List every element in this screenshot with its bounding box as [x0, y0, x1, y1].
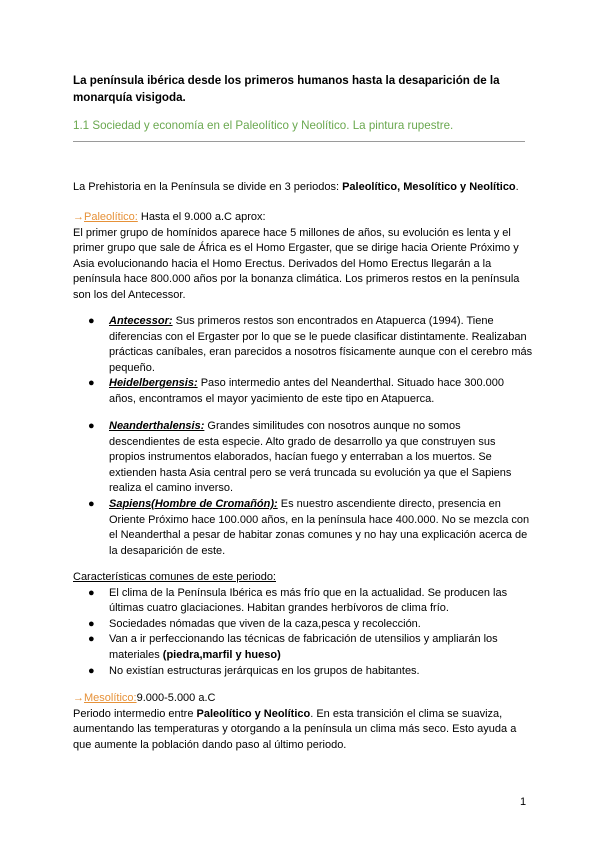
paleolitico-date: Hasta el 9.000 a.C aprox:: [137, 211, 266, 223]
arrow-icon: →: [73, 211, 84, 223]
bullet-icon: ●: [88, 664, 95, 677]
intro-text: La Prehistoria en la Península se divide en 3 periodos:: [73, 181, 343, 193]
common-item-text: Van a ir perfeccionando las técnicas de fabricación de utensilios y ampliarán los materiales: [109, 633, 498, 661]
common-item-text: No existían estructuras jerárquicas en los grupos de habitantes.: [109, 664, 420, 677]
species-list-1: [73, 314, 533, 408]
species-term: Neanderthalensis:: [109, 420, 205, 432]
mesolitico-text-end: . En esta transición el clima se suaviza, aumentando las temperaturas y otorgando a la península un clima más seco. Esto ayuda a que aumente la población dando paso al último periodo.: [73, 707, 517, 751]
mesolitico-label: Mesolítico:: [84, 692, 137, 704]
bullet-icon: ●: [88, 420, 95, 432]
list-item: [73, 664, 533, 680]
species-term: Antecessor:: [109, 315, 173, 327]
common-item-text: El clima de la Península Ibérica es más frío que en la actualidad. Se producen las últimas cuatro glaciaciones. Habitan grandes herbívoros de clima frío.: [109, 586, 508, 615]
intro-paragraph: [73, 180, 533, 196]
bullet-icon: ●: [88, 315, 95, 327]
species-text: Paso intermedio antes del Neanderthal. Situado hace 300.000 años, encontramos el mayor yacimiento de este tipo en Atapuerca.: [109, 377, 505, 405]
mesolitico-text-start: Periodo intermedio entre: [73, 707, 197, 720]
common-list: [73, 586, 533, 680]
species-text: Sus primeros restos son encontrados en Atapuerca (1994). Tiene diferencias con el Ergaster por lo que se le puede clasificar distintamente. Realizaban prácticas caníbales, eran parecidos a nosotros físicamente aunque con el cerebro más pequeño.: [109, 315, 533, 374]
bullet-icon: ●: [88, 617, 95, 630]
list-item: [73, 419, 533, 497]
mesolitico-date: 9.000-5.000 a.C: [136, 692, 216, 704]
species-text: Grandes similitudes con nosotros aunque no somos descendientes de esta especie. Alto grado de desarrollo ya que construyen sus propios instrumentos elaborados, hacían fuego y enterraban a los muertos. Se extienden hasta Asia central pero se verá truncada su evolución ya que el Sapiens realiza el camino inverso.: [109, 420, 512, 495]
list-item: [73, 617, 533, 633]
materials-bold: (piedra,marfil y hueso): [162, 648, 281, 661]
document-title: La península ibérica desde los primeros humanos hasta la desaparición de la monarquía visigoda.: [73, 74, 500, 104]
list-item: [73, 376, 533, 407]
paleolitico-heading: [73, 210, 533, 226]
bullet-icon: ●: [88, 497, 95, 510]
common-item-text: Sociedades nómadas que viven de la caza,pesca y recolección.: [109, 617, 421, 630]
species-term: Sapiens(Hombre de Cromañón):: [109, 497, 278, 510]
bullet-icon: ●: [88, 377, 95, 390]
mesolitico-bold: Paleolítico y Neolítico: [196, 707, 311, 720]
mesolitico-paragraph: [73, 707, 533, 754]
common-heading: Características comunes de este periodo:: [73, 571, 276, 583]
paleolitico-paragraph: El primer grupo de homínidos aparece hace 5 millones de años, su evolución es lenta y el primer grupo que sale de África es el Homo Ergaster, que se dirige hacia Oriente Próximo y Asia evolucionando hacia el Homo Erectus. Derivados del Homo Erectus llegarán a la península hace 800.000 años por la bonanza climática. Los primeros restos en la península son los del Antecessor.: [73, 226, 520, 301]
species-list-2: [73, 419, 533, 559]
list-item: [73, 632, 533, 663]
species-text: Es nuestro ascendiente directo, presencia en Oriente Próximo hace 100.000 años, en la península hace 400.000. No se mezcla con el Neanderthal a pesar de habitar zonas comunes y no hay una explicación acerca de la desaparición de este.: [109, 497, 530, 557]
intro-bold-periods: Paleolítico, Mesolítico y Neolítico: [342, 181, 516, 193]
list-item: [73, 314, 533, 376]
page-number: 1: [520, 796, 527, 808]
arrow-icon: →: [73, 692, 84, 704]
horizontal-rule: [73, 141, 525, 142]
list-item: [73, 497, 533, 559]
bullet-icon: ●: [88, 633, 95, 646]
intro-end: .: [515, 181, 519, 193]
list-item: [73, 586, 533, 617]
bullet-icon: ●: [88, 586, 95, 599]
mesolitico-heading: [73, 691, 533, 707]
section-subtitle: 1.1 Sociedad y economía en el Paleolítico y Neolítico. La pintura rupestre.: [73, 119, 454, 132]
species-term: Heidelbergensis:: [109, 377, 198, 390]
paleolitico-label: Paleolítico:: [84, 211, 138, 223]
